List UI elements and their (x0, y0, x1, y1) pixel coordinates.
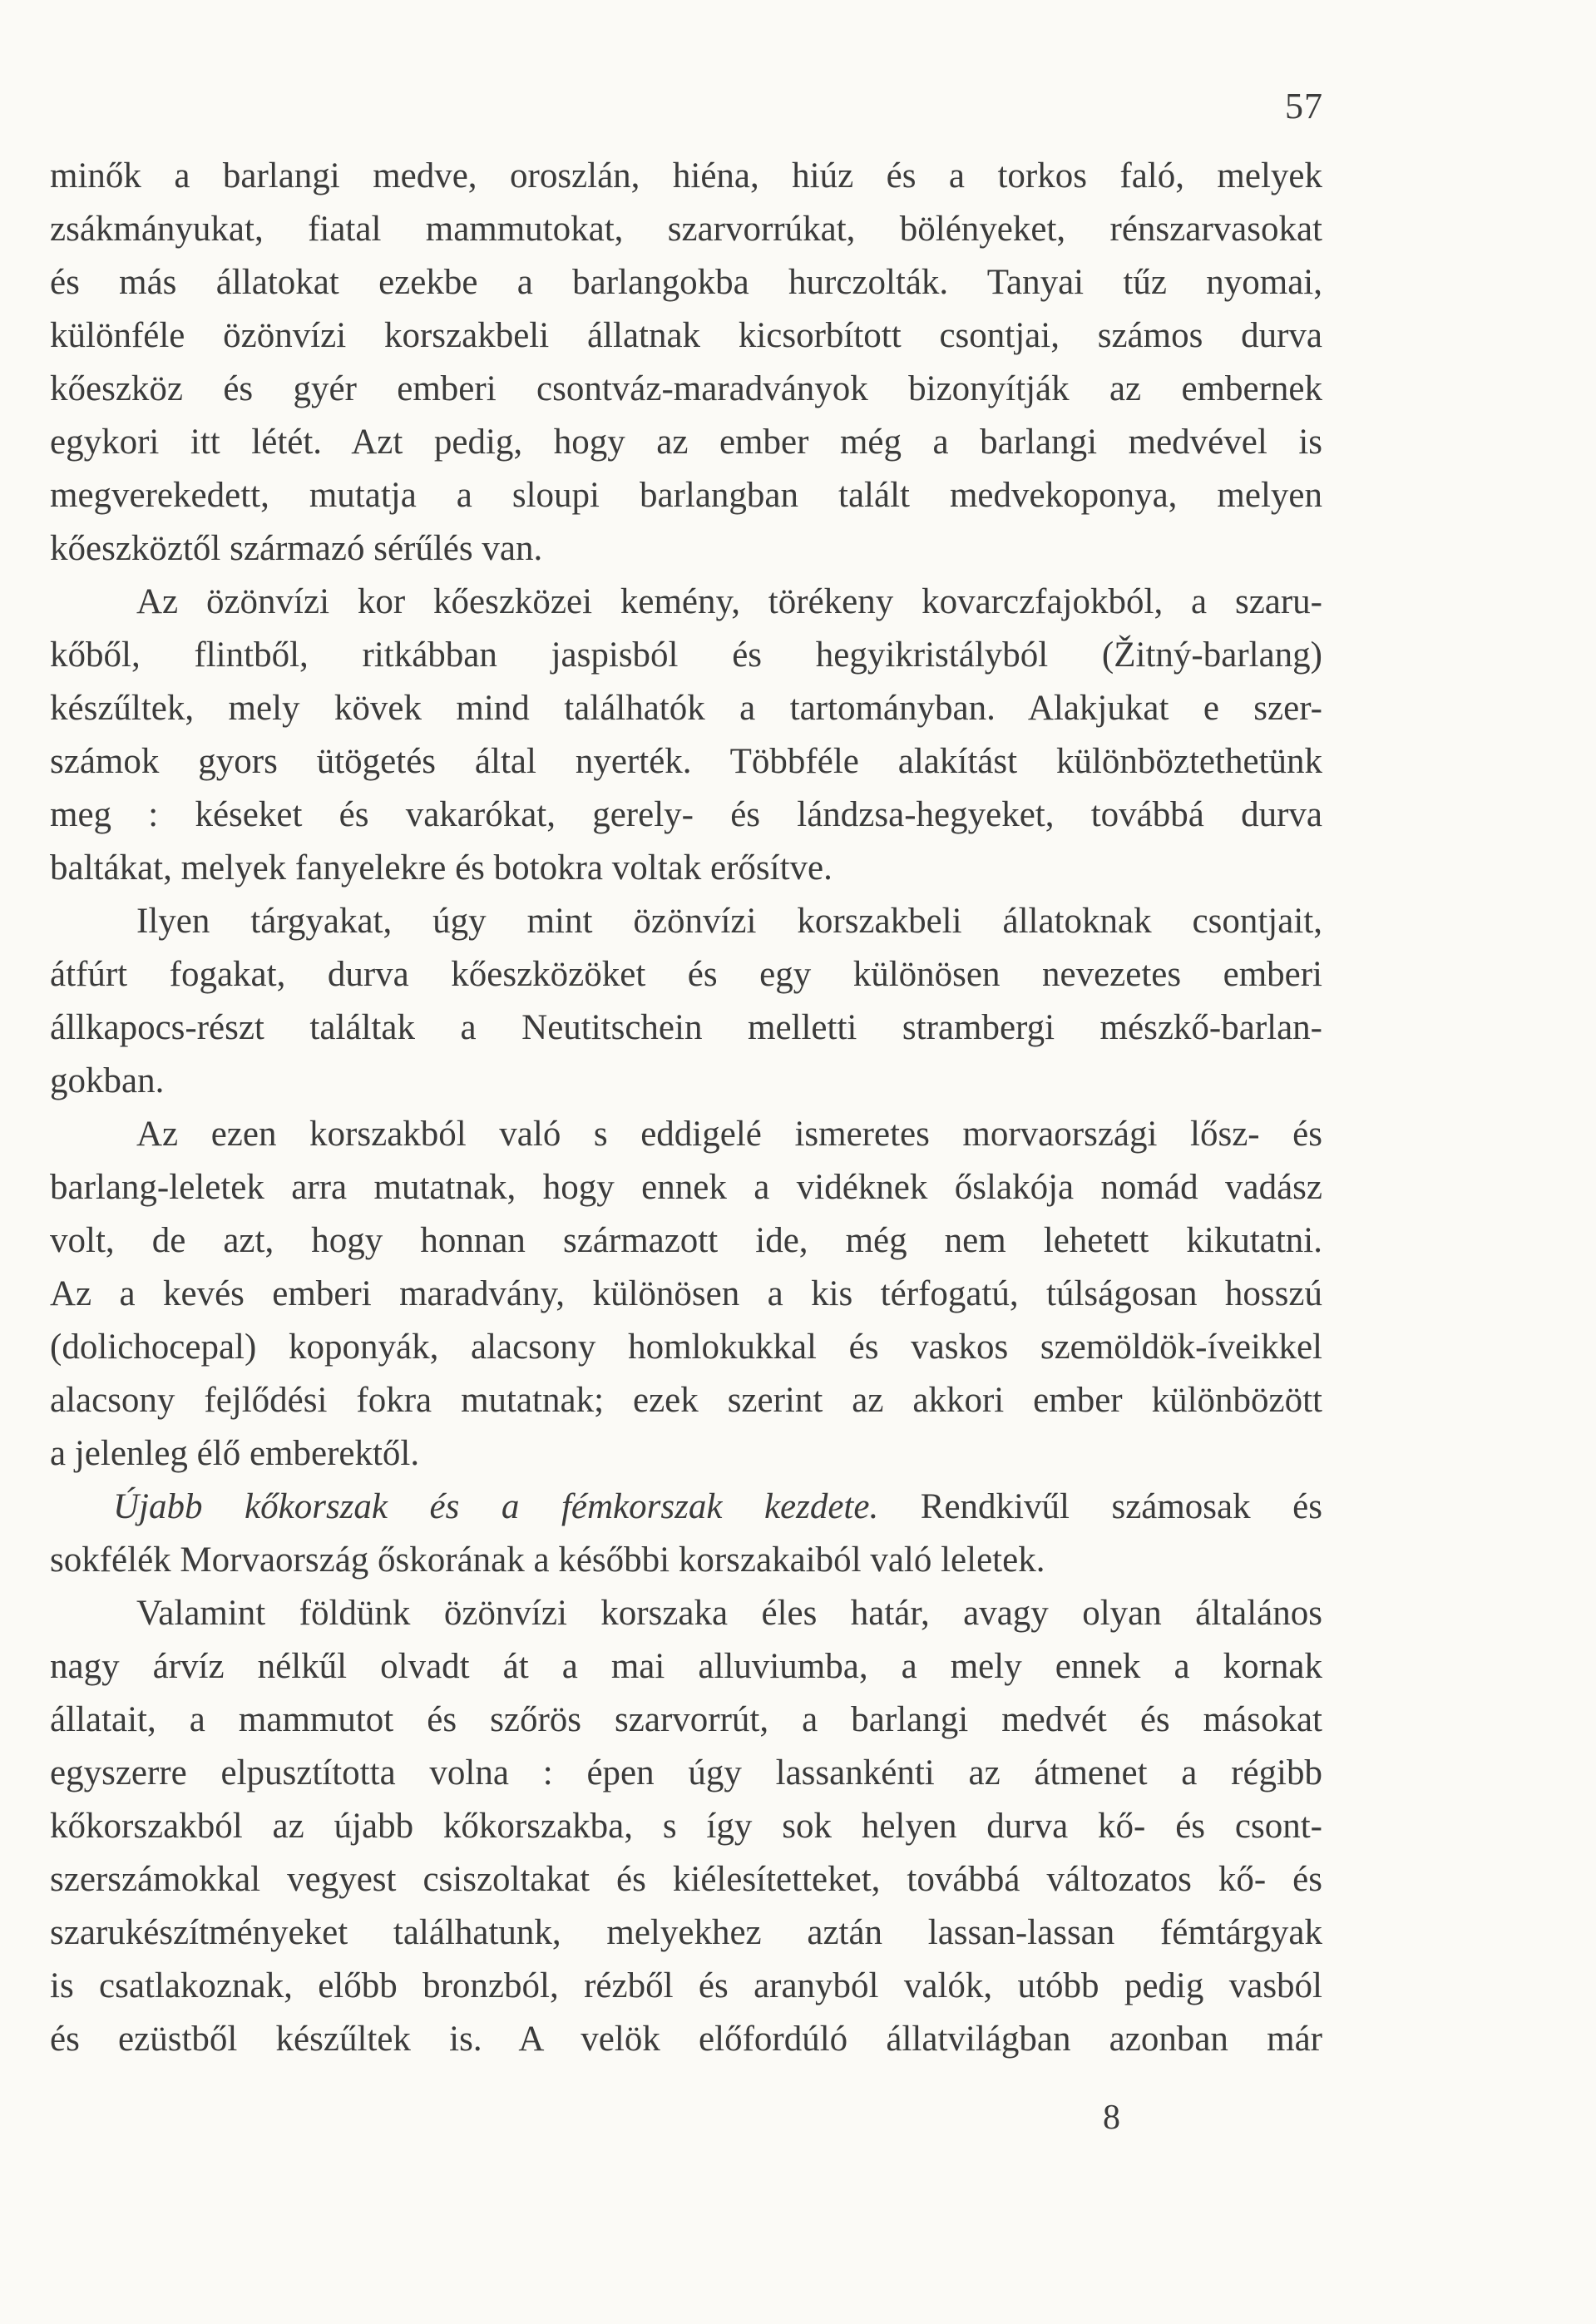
text-line: a jelenleg élő emberektől. (50, 1434, 420, 1473)
text-line: Az a kevés emberi maradvány, különösen a kis térfogatú, túlságosan hosszú (50, 1274, 1322, 1313)
text-line: is csatlakoznak, előbb bronzból, rézből és aranyból valók, utóbb pedig vasból (50, 1966, 1322, 2005)
text-line: volt, de azt, hogy honnan származott ide, még nem lehetett kikutatni. (50, 1221, 1322, 1260)
heading-line-continuation: Rendkivűl számosak és (878, 1487, 1322, 1526)
text-line: szarukészítményeket találhatunk, melyekhez aztán lassan-lassan fémtárgyak (50, 1913, 1322, 1952)
text-line: egyszerre elpusztította volna : épen úgy lassankénti az átmenet a régibb (50, 1753, 1322, 1792)
text-line: kőeszköztől származó sérűlés van. (50, 529, 543, 568)
paragraph-start-line: Az ezen korszakból való s eddigelé ismeretes morvaországi lősz- és (136, 1115, 1322, 1154)
text-line: megverekedett, mutatja a sloupi barlangban talált medvekoponya, melyen (50, 476, 1322, 515)
text-line: alacsony fejlődési fokra mutatnak; ezek szerint az akkori ember különbözött (50, 1381, 1322, 1420)
signature-mark: 8 (1103, 2099, 1120, 2137)
text-line: (dolichocepal) koponyák, alacsony homlokukkal és vaskos szemöldök-íveikkel (50, 1328, 1322, 1367)
text-line: meg : késeket és vakarókat, gerely- és lándzsa-hegyeket, továbbá durva (50, 795, 1322, 834)
text-line: sokfélék Morvaország őskorának a későbbi korszakaiból való leletek. (50, 1540, 1045, 1580)
text-line: zsákmányukat, fiatal mammutokat, szarvorrúkat, bölényeket, rénszarvasokat (50, 210, 1322, 249)
paragraph-start-line: Ilyen tárgyakat, úgy mint özönvízi korszakbeli állatoknak csontjait, (136, 902, 1322, 941)
text-line: kőkorszakból az újabb kőkorszakba, s így sok helyen durva kő- és csont- (50, 1807, 1322, 1846)
section-heading-line (50, 1481, 1322, 1534)
body-text (50, 150, 1322, 2066)
paragraph-start-line: Valamint földünk özönvízi korszaka éles határ, avagy olyan általános (136, 1594, 1322, 1633)
text-line: és ezüstből készűltek is. A velök előfordúló állatvilágban azonban már (50, 2020, 1322, 2059)
text-line: és más állatokat ezekbe a barlangokba hurczolták. Tanyai tűz nyomai, (50, 263, 1322, 302)
text-line: egykori itt létét. Azt pedig, hogy az ember még a barlangi medvével is (50, 423, 1322, 462)
text-line: átfúrt fogakat, durva kőeszközöket és egy különösen nevezetes emberi (50, 955, 1322, 994)
text-line: kőeszköz és gyér emberi csontváz-maradványok bizonyítják az embernek (50, 369, 1322, 408)
text-line: nagy árvíz nélkűl olvadt át a mai alluviumba, a mely ennek a kornak (50, 1647, 1322, 1686)
text-line: gokban. (50, 1061, 165, 1100)
section-heading: Újabb kőkorszak és a fémkorszak kezdete. (113, 1487, 879, 1526)
text-line: állatait, a mammutot és szőrös szarvorrút, a barlangi medvét és másokat (50, 1700, 1322, 1739)
page-number: 57 (1285, 86, 1323, 126)
text-line: baltákat, melyek fanyelekre és botokra voltak erősítve. (50, 848, 833, 888)
text-line: különféle özönvízi korszakbeli állatnak kicsorbított csontjai, számos durva (50, 316, 1322, 355)
text-line: számok gyors ütögetés által nyerték. Többféle alakítást különböztethetünk (50, 742, 1322, 781)
text-line: minők a barlangi medve, oroszlán, hiéna, hiúz és a torkos faló, melyek (50, 156, 1322, 195)
paragraph-start-line: Az özönvízi kor kőeszközei kemény, törékeny kovarczfajokból, a szaru- (136, 582, 1322, 621)
text-line: kőből, flintből, ritkábban jaspisból és hegyikristályból (Žitný-barlang) (50, 635, 1322, 675)
text-line: készűltek, mely kövek mind találhatók a tartományban. Alakjukat e szer- (50, 689, 1322, 728)
text-line: szerszámokkal vegyest csiszoltakat és kiélesítetteket, továbbá változatos kő- és (50, 1860, 1322, 1899)
text-line: barlang-leletek arra mutatnak, hogy ennek a vidéknek őslakója nomád vadász (50, 1168, 1322, 1207)
text-line: állkapocs-részt találtak a Neutitschein melletti strambergi mészkő-barlan- (50, 1008, 1322, 1047)
